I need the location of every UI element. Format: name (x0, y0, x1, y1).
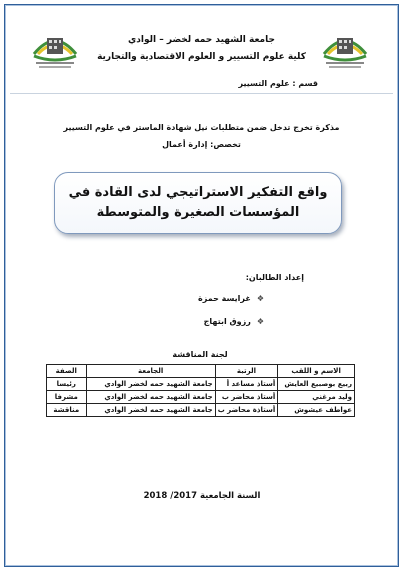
member-university: جامعة الشهيد حمه لخضر الوادي (86, 378, 215, 391)
thesis-title-line-1: واقع التفكير الاستراتيجي لدى القادة في (68, 185, 328, 200)
committee-header-row (47, 365, 355, 378)
page-border (4, 4, 399, 567)
header-divider (10, 93, 393, 94)
university-logo-right (320, 24, 370, 72)
student-name-text: غرايسة حمزة (198, 294, 251, 303)
committee-table (46, 364, 355, 417)
member-name: ربيع بوصبيع العايش (278, 378, 355, 391)
member-rank: أستاذة محاضر ب (215, 404, 278, 417)
thesis-title-line-2: المؤسسات الصغيرة والمتوسطة (96, 205, 300, 220)
university-emblem-icon (30, 24, 80, 72)
table-row (47, 391, 355, 404)
committee-title: لجنة المناقشة (172, 350, 228, 359)
member-university: جامعة الشهيد حمه لخضر الوادي (86, 391, 215, 404)
table-row (47, 378, 355, 391)
member-name: وليد مرغني (278, 391, 355, 404)
prepared-by-label: إعداد الطالبان: (245, 273, 304, 282)
faculty-name: كلية علوم التسيير و العلوم الاقتصادية والتجارية (97, 52, 306, 62)
member-role: رئيسا (47, 378, 87, 391)
bullet-icon: ❖ (256, 294, 264, 303)
university-name: جامعة الشهيد حمه لخضر – الوادي (128, 35, 275, 45)
header-rank: الرتبة (215, 365, 278, 378)
header-role: الصفة (47, 365, 87, 378)
header-name: الاسم و اللقب (278, 365, 355, 378)
memo-description: مذكرة تخرج تدخل ضمن متطلبات نيل شهادة الماستر في علوم التسيير (63, 123, 340, 132)
academic-year: السنة الجامعية 2017/ 2018 (143, 491, 261, 501)
member-university: جامعة الشهيد حمه لخضر الوادي (86, 404, 215, 417)
member-rank: أستاذ محاضر ب (215, 391, 278, 404)
member-name: عواطف عيشوش (278, 404, 355, 417)
student-name (140, 294, 264, 303)
header-university: الجامعة (86, 365, 215, 378)
university-emblem-icon (320, 24, 370, 72)
university-logo-left (30, 24, 80, 72)
student-name (140, 317, 264, 326)
bullet-icon: ❖ (256, 317, 264, 326)
table-row (47, 404, 355, 417)
department-name: قسم : علوم التسيير (238, 79, 318, 88)
member-role: مناقشة (47, 404, 87, 417)
member-role: مشرفا (47, 391, 87, 404)
student-name-text: رزوق ابتهاج (203, 317, 251, 326)
specialty: تخصص: إدارة أعمال (162, 140, 241, 149)
thesis-title-box (54, 172, 342, 234)
member-rank: أستاذ مساعد أ (215, 378, 278, 391)
